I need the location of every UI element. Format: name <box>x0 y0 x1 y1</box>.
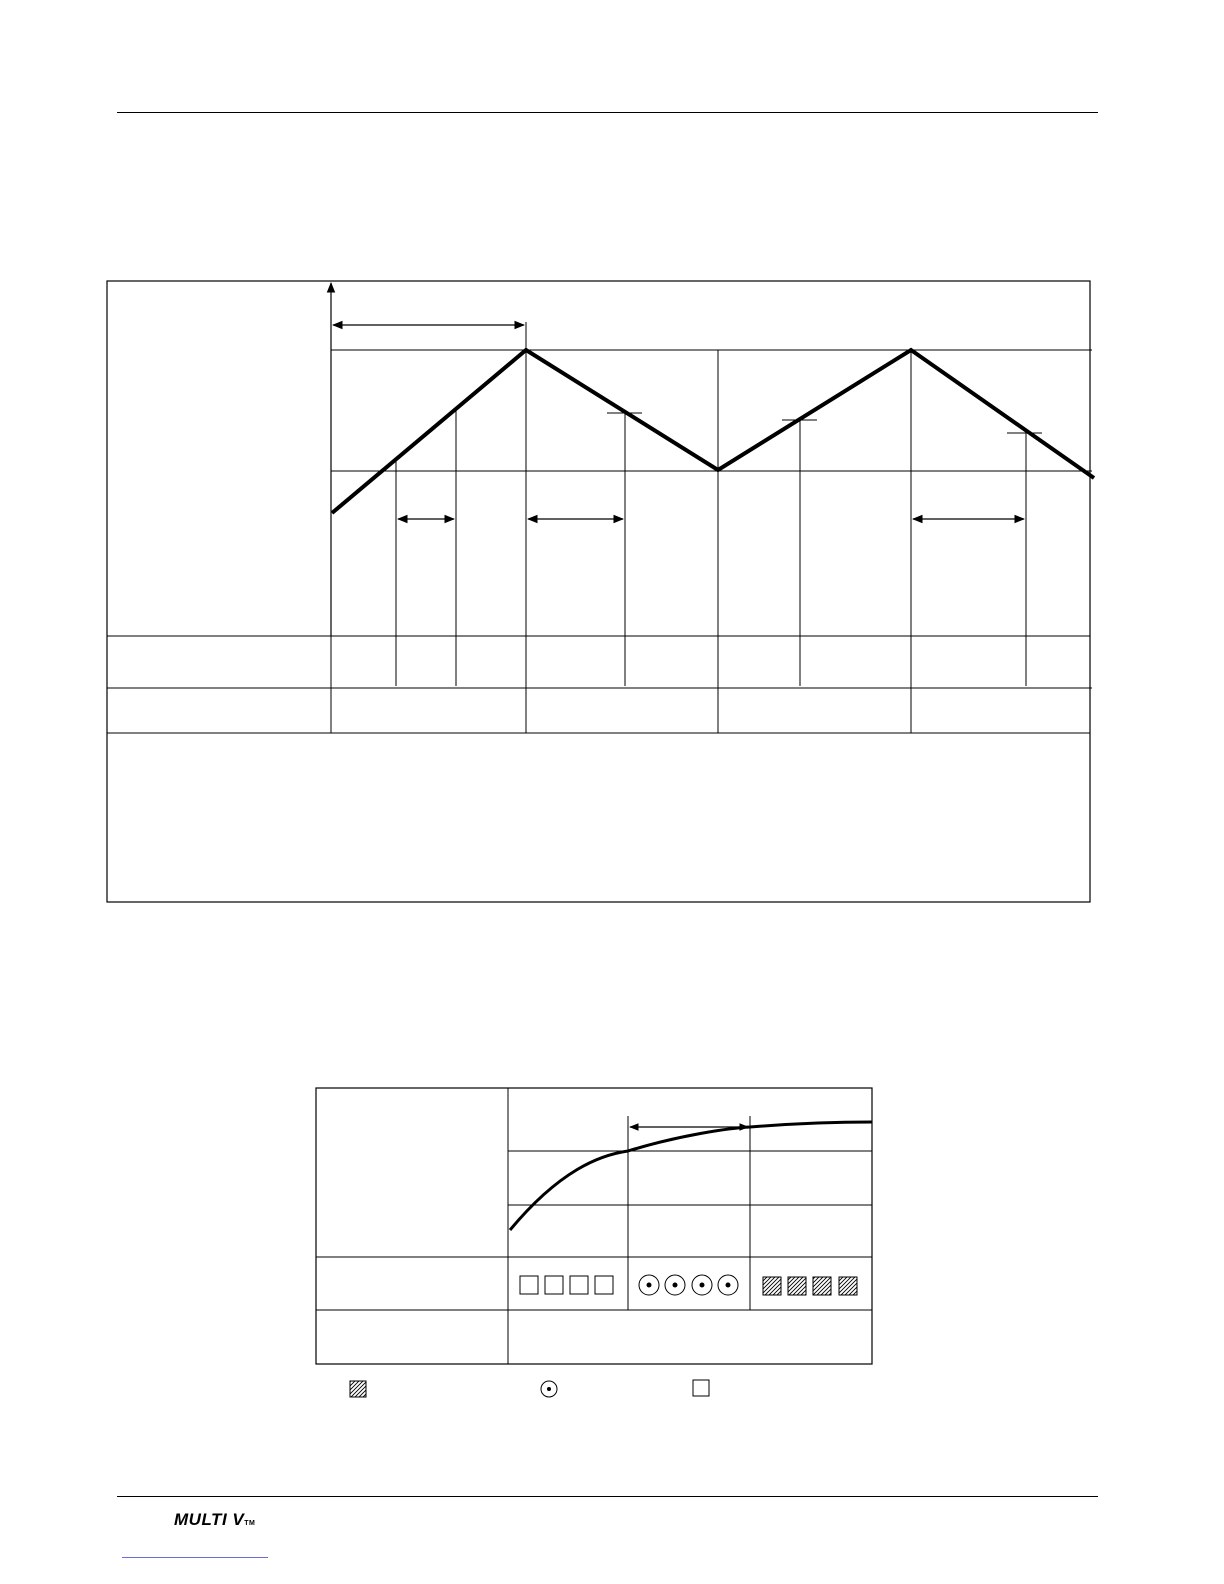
led-on-2 <box>788 1277 806 1295</box>
brand-logo: MULTI VTM <box>174 1510 256 1529</box>
legend-dotted-circle-icon <box>541 1381 557 1397</box>
led-on-3 <box>813 1277 831 1295</box>
led-off-2 <box>545 1276 563 1294</box>
saturation-curve <box>510 1122 872 1230</box>
legend-hatched-square-icon <box>350 1381 366 1397</box>
led-off-3 <box>570 1276 588 1294</box>
footer-link-underline[interactable] <box>122 1557 268 1558</box>
led-off-4 <box>595 1276 613 1294</box>
led-group-blink <box>639 1275 738 1295</box>
led-group-on <box>763 1277 857 1295</box>
led-on-4 <box>839 1277 857 1295</box>
led-on-1 <box>763 1277 781 1295</box>
legend-open-square-icon <box>693 1380 709 1396</box>
led-off-1 <box>520 1276 538 1294</box>
led-group-off <box>520 1276 613 1294</box>
footer-rule <box>117 1496 1098 1497</box>
figure-2-frame <box>316 1088 872 1364</box>
